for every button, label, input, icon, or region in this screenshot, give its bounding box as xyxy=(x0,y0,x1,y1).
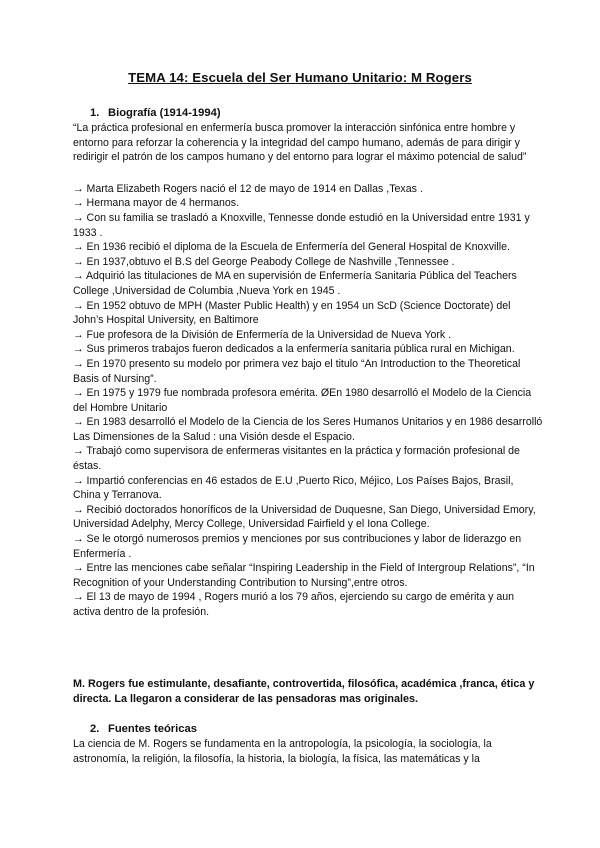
biography-list xyxy=(73,182,543,620)
section-2-body: La ciencia de M. Rogers se fundamenta en la antropología, la psicología, la sociología, la astronomía, la religión, la filosofía, la historia, la biología, la física, las matemáticas y la xyxy=(73,738,492,765)
list-item: → En 1970 presento su modelo por primera vez bajo el titulo “An Introduction to the Theoretical Basis of Nursing”. xyxy=(73,357,521,385)
page-title: TEMA 14: Escuela del Ser Humano Unitario: M Rogers xyxy=(128,70,472,85)
list-item: → En 1952 obtuvo de MPH (Master Public Health) y en 1954 un ScD (Science Doctorate) del John’s Hospital University, en Baltimore xyxy=(73,299,511,327)
list-item: → Se le otorgó numerosos premios y menciones por sus contribuciones y labor de liderazgo en Enfermería . xyxy=(73,533,522,560)
list-item: → El 13 de mayo de 1994 , Rogers murió a los 79 años, ejerciendo su cargo de emérita y aun activa dentro de la profesión. xyxy=(73,591,515,618)
list-item: → Marta Elizabeth Rogers nació el 12 de mayo de 1914 en Dallas ,Texas . xyxy=(73,182,423,195)
section-1-body xyxy=(73,121,543,620)
opening-quote: “La práctica profesional en enfermería busca promover la interacción sinfónica entre hombre y entorno para reforzar la coherencia y la integridad del campo humano, además de para dirigir y redirigir el patrón de los campos humano y del entorno para lograr el máximo potencial de salud” xyxy=(73,122,527,164)
list-item: → En 1975 y 1979 fue nombrada profesora emérita. ØEn 1980 desarrolló el Modelo de la Ciencia del Hombre Unitario xyxy=(73,387,532,414)
list-item: → Hermana mayor de 4 hermanos. xyxy=(73,197,240,210)
list-item: → Trabajó como supervisora de enfermeras visitantes en la práctica y formación profesional de éstas. xyxy=(73,445,520,473)
section-2-number: 2. xyxy=(90,723,100,735)
list-item: → Impartió conferencias en 46 estados de E.U ,Puerto Rico, Méjico, Los Países Bajos, Brasil, China y Terranova. xyxy=(73,474,514,502)
section-1-title: Biografía (1914-1994) xyxy=(108,107,221,119)
list-item: → En 1936 recibió el diploma de la Escuela de Enfermería del General Hospital de Knoxville. xyxy=(73,241,510,254)
list-item: → Fue profesora de la División de Enfermería de la Universidad de Nueva York . xyxy=(73,328,452,341)
section-1-number: 1. xyxy=(90,107,100,119)
list-item: → En 1983 desarrolló el Modelo de la Ciencia de los Seres Humanos Unitarios y en 1986 desarrolló Las Dimensiones de la Salud : una Visión desde el Espacio. xyxy=(73,416,543,443)
list-item: → Con su familia se trasladó a Knoxville, Tennesse donde estudió en la Universidad entre 1931 y 1933 . xyxy=(73,211,530,239)
summary-paragraph: M. Rogers fue estimulante, desafiante, controvertida, filosófica, académica ,franca, ética y directa. La llegaron a considerar de las pensadoras mas originales. xyxy=(73,678,535,705)
section-2-heading xyxy=(90,723,197,735)
list-item: → Sus primeros trabajos fueron dedicados a la enfermería sanitaria pública rural en Michigan. xyxy=(73,343,515,356)
list-item: → Entre las menciones cabe señalar “Inspiring Leadership in the Field of Intergroup Relations”, “In Recognition of your Understanding Contribution to Nursing”,entre otros. xyxy=(73,562,535,589)
list-item: → En 1937,obtuvo el B.S del George Peabody College de Nashville ,Tennessee . xyxy=(73,255,455,268)
section-1-heading xyxy=(90,107,221,119)
section-2-title: Fuentes teóricas xyxy=(108,723,197,735)
list-item: → Adquirió las titulaciones de MA en supervisión de Enfermería Sanitaria Pública del Teachers College ,Universidad de Columbia ,Nueva York en 1945 . xyxy=(73,270,517,297)
list-item: → Recibió doctorados honoríficos de la Universidad de Duquesne, San Diego, Universidad Emory, Universidad Adelphy, Mercy College, Universidad Fairfield y el Iona College. xyxy=(73,503,536,531)
